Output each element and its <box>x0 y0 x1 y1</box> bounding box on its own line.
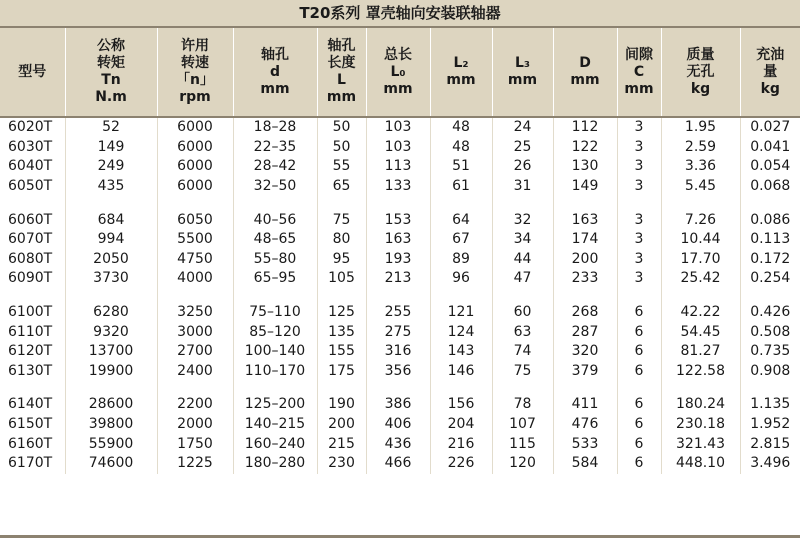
value-cell: 3 <box>617 117 661 138</box>
value-cell: 3 <box>617 157 661 177</box>
value-cell: 125 <box>317 303 366 323</box>
table-header <box>0 28 800 117</box>
value-cell: 2.815 <box>740 434 800 454</box>
value-cell: 80 <box>317 230 366 250</box>
table-title: T20系列 罩壳轴向安装联轴器 <box>0 0 800 28</box>
value-cell: 31 <box>492 177 553 197</box>
column-header: 间隙 C mm <box>617 28 661 117</box>
value-cell: 321.43 <box>661 434 740 454</box>
value-cell: 67 <box>430 230 492 250</box>
value-cell: 133 <box>366 177 430 197</box>
column-header: 质量 无孔 kg <box>661 28 740 117</box>
value-cell: 230.18 <box>661 415 740 435</box>
value-cell: 24 <box>492 117 553 138</box>
value-cell: 230 <box>317 454 366 474</box>
value-cell: 6000 <box>157 157 233 177</box>
value-cell: 0.908 <box>740 362 800 382</box>
value-cell: 75–110 <box>233 303 317 323</box>
value-cell: 63 <box>492 322 553 342</box>
value-cell: 149 <box>65 138 157 158</box>
value-cell: 316 <box>366 342 430 362</box>
column-header: D mm <box>553 28 617 117</box>
value-cell: 122 <box>553 138 617 158</box>
value-cell: 684 <box>65 210 157 230</box>
value-cell: 6000 <box>157 138 233 158</box>
table-row <box>0 177 800 197</box>
value-cell: 103 <box>366 138 430 158</box>
value-cell: 19900 <box>65 362 157 382</box>
value-cell: 180–280 <box>233 454 317 474</box>
value-cell: 584 <box>553 454 617 474</box>
value-cell: 89 <box>430 250 492 270</box>
value-cell: 533 <box>553 434 617 454</box>
value-cell: 4750 <box>157 250 233 270</box>
value-cell: 103 <box>366 117 430 138</box>
value-cell: 64 <box>430 210 492 230</box>
value-cell: 6 <box>617 362 661 382</box>
value-cell: 107 <box>492 415 553 435</box>
value-cell: 1225 <box>157 454 233 474</box>
value-cell: 155 <box>317 342 366 362</box>
value-cell: 435 <box>65 177 157 197</box>
value-cell: 124 <box>430 322 492 342</box>
value-cell: 2400 <box>157 362 233 382</box>
value-cell: 65 <box>317 177 366 197</box>
table-row <box>0 342 800 362</box>
value-cell: 51 <box>430 157 492 177</box>
value-cell: 52 <box>65 117 157 138</box>
value-cell: 200 <box>553 250 617 270</box>
value-cell: 65–95 <box>233 269 317 289</box>
value-cell: 25 <box>492 138 553 158</box>
table-row <box>0 434 800 454</box>
value-cell: 448.10 <box>661 454 740 474</box>
value-cell: 120 <box>492 454 553 474</box>
value-cell: 163 <box>366 230 430 250</box>
value-cell: 2700 <box>157 342 233 362</box>
value-cell: 75 <box>492 362 553 382</box>
table-row <box>0 303 800 323</box>
value-cell: 10.44 <box>661 230 740 250</box>
value-cell: 96 <box>430 269 492 289</box>
value-cell: 200 <box>317 415 366 435</box>
model-cell: 6160T <box>8 435 53 452</box>
value-cell: 174 <box>553 230 617 250</box>
value-cell: 6000 <box>157 117 233 138</box>
model-cell: 6170T <box>8 455 53 472</box>
value-cell: 60 <box>492 303 553 323</box>
model-cell: 6020T <box>8 119 53 136</box>
model-cell: 6040T <box>8 158 53 175</box>
value-cell: 95 <box>317 250 366 270</box>
value-cell: 0.735 <box>740 342 800 362</box>
value-cell: 47 <box>492 269 553 289</box>
column-header: 公称 转矩 Tn N.m <box>65 28 157 117</box>
value-cell: 3 <box>617 269 661 289</box>
value-cell: 476 <box>553 415 617 435</box>
value-cell: 6 <box>617 454 661 474</box>
value-cell: 2050 <box>65 250 157 270</box>
value-cell: 204 <box>430 415 492 435</box>
value-cell: 3 <box>617 250 661 270</box>
value-cell: 5.45 <box>661 177 740 197</box>
value-cell: 356 <box>366 362 430 382</box>
column-header: L₃ mm <box>492 28 553 117</box>
column-header: L₂ mm <box>430 28 492 117</box>
value-cell: 255 <box>366 303 430 323</box>
value-cell: 3250 <box>157 303 233 323</box>
value-cell: 75 <box>317 210 366 230</box>
value-cell: 6 <box>617 342 661 362</box>
value-cell: 55900 <box>65 434 157 454</box>
value-cell: 1750 <box>157 434 233 454</box>
value-cell: 226 <box>430 454 492 474</box>
value-cell: 85–120 <box>233 322 317 342</box>
table-row <box>0 250 800 270</box>
value-cell: 386 <box>366 395 430 415</box>
value-cell: 6 <box>617 395 661 415</box>
value-cell: 249 <box>65 157 157 177</box>
value-cell: 143 <box>430 342 492 362</box>
value-cell: 121 <box>430 303 492 323</box>
group-spacer <box>0 196 800 210</box>
value-cell: 105 <box>317 269 366 289</box>
table-row <box>0 269 800 289</box>
value-cell: 0.113 <box>740 230 800 250</box>
value-cell: 78 <box>492 395 553 415</box>
value-cell: 466 <box>366 454 430 474</box>
value-cell: 34 <box>492 230 553 250</box>
model-cell: 6140T <box>8 396 53 413</box>
value-cell: 3 <box>617 138 661 158</box>
value-cell: 130 <box>553 157 617 177</box>
value-cell: 0.254 <box>740 269 800 289</box>
value-cell: 0.172 <box>740 250 800 270</box>
value-cell: 13700 <box>65 342 157 362</box>
value-cell: 3 <box>617 177 661 197</box>
column-header: 轴孔 长度 L mm <box>317 28 366 117</box>
value-cell: 215 <box>317 434 366 454</box>
value-cell: 50 <box>317 117 366 138</box>
value-cell: 74 <box>492 342 553 362</box>
value-cell: 436 <box>366 434 430 454</box>
table-row <box>0 362 800 382</box>
model-cell: 6150T <box>8 416 53 433</box>
value-cell: 6 <box>617 303 661 323</box>
model-cell: 6080T <box>8 250 53 267</box>
model-cell: 6100T <box>8 304 53 321</box>
value-cell: 32–50 <box>233 177 317 197</box>
value-cell: 113 <box>366 157 430 177</box>
value-cell: 0.508 <box>740 322 800 342</box>
value-cell: 26 <box>492 157 553 177</box>
value-cell: 6000 <box>157 177 233 197</box>
value-cell: 100–140 <box>233 342 317 362</box>
value-cell: 140–215 <box>233 415 317 435</box>
value-cell: 3.496 <box>740 454 800 474</box>
value-cell: 6050 <box>157 210 233 230</box>
value-cell: 213 <box>366 269 430 289</box>
value-cell: 17.70 <box>661 250 740 270</box>
model-cell: 6090T <box>8 270 53 287</box>
value-cell: 268 <box>553 303 617 323</box>
value-cell: 28–42 <box>233 157 317 177</box>
value-cell: 320 <box>553 342 617 362</box>
value-cell: 0.041 <box>740 138 800 158</box>
value-cell: 0.086 <box>740 210 800 230</box>
table-row <box>0 395 800 415</box>
header-row <box>0 28 800 117</box>
value-cell: 0.054 <box>740 157 800 177</box>
value-cell: 2000 <box>157 415 233 435</box>
value-cell: 18–28 <box>233 117 317 138</box>
value-cell: 112 <box>553 117 617 138</box>
value-cell: 32 <box>492 210 553 230</box>
value-cell: 6 <box>617 415 661 435</box>
value-cell: 6 <box>617 434 661 454</box>
group-spacer <box>0 381 800 395</box>
value-cell: 25.42 <box>661 269 740 289</box>
value-cell: 122.58 <box>661 362 740 382</box>
value-cell: 275 <box>366 322 430 342</box>
value-cell: 81.27 <box>661 342 740 362</box>
model-cell: 6120T <box>8 343 53 360</box>
value-cell: 110–170 <box>233 362 317 382</box>
value-cell: 74600 <box>65 454 157 474</box>
value-cell: 48–65 <box>233 230 317 250</box>
value-cell: 42.22 <box>661 303 740 323</box>
value-cell: 163 <box>553 210 617 230</box>
value-cell: 160–240 <box>233 434 317 454</box>
value-cell: 55–80 <box>233 250 317 270</box>
table-row <box>0 415 800 435</box>
value-cell: 411 <box>553 395 617 415</box>
value-cell: 5500 <box>157 230 233 250</box>
value-cell: 2200 <box>157 395 233 415</box>
value-cell: 153 <box>366 210 430 230</box>
value-cell: 1.952 <box>740 415 800 435</box>
value-cell: 0.027 <box>740 117 800 138</box>
value-cell: 2.59 <box>661 138 740 158</box>
value-cell: 180.24 <box>661 395 740 415</box>
value-cell: 0.068 <box>740 177 800 197</box>
value-cell: 39800 <box>65 415 157 435</box>
value-cell: 40–56 <box>233 210 317 230</box>
value-cell: 44 <box>492 250 553 270</box>
value-cell: 216 <box>430 434 492 454</box>
model-cell: 6110T <box>8 323 53 340</box>
value-cell: 7.26 <box>661 210 740 230</box>
table-row <box>0 138 800 158</box>
model-cell: 6070T <box>8 231 53 248</box>
value-cell: 994 <box>65 230 157 250</box>
model-cell: 6050T <box>8 178 53 195</box>
value-cell: 406 <box>366 415 430 435</box>
value-cell: 6280 <box>65 303 157 323</box>
value-cell: 9320 <box>65 322 157 342</box>
value-cell: 61 <box>430 177 492 197</box>
value-cell: 149 <box>553 177 617 197</box>
value-cell: 135 <box>317 322 366 342</box>
value-cell: 22–35 <box>233 138 317 158</box>
value-cell: 190 <box>317 395 366 415</box>
value-cell: 3 <box>617 210 661 230</box>
model-cell: 6130T <box>8 362 53 379</box>
value-cell: 146 <box>430 362 492 382</box>
table-row <box>0 454 800 474</box>
table-row <box>0 157 800 177</box>
column-header: 充油 量 kg <box>740 28 800 117</box>
value-cell: 125–200 <box>233 395 317 415</box>
value-cell: 3 <box>617 230 661 250</box>
value-cell: 50 <box>317 138 366 158</box>
value-cell: 0.426 <box>740 303 800 323</box>
value-cell: 233 <box>553 269 617 289</box>
value-cell: 6 <box>617 322 661 342</box>
value-cell: 1.135 <box>740 395 800 415</box>
value-cell: 28600 <box>65 395 157 415</box>
value-cell: 115 <box>492 434 553 454</box>
table-row <box>0 230 800 250</box>
value-cell: 1.95 <box>661 117 740 138</box>
value-cell: 156 <box>430 395 492 415</box>
model-cell: 6030T <box>8 138 53 155</box>
value-cell: 3730 <box>65 269 157 289</box>
spec-table <box>0 28 800 474</box>
value-cell: 55 <box>317 157 366 177</box>
column-header: 总长 L₀ mm <box>366 28 430 117</box>
column-header: 许用 转速 「n」 rpm <box>157 28 233 117</box>
value-cell: 287 <box>553 322 617 342</box>
model-cell: 6060T <box>8 211 53 228</box>
value-cell: 3000 <box>157 322 233 342</box>
table-body <box>0 117 800 474</box>
value-cell: 193 <box>366 250 430 270</box>
table-row <box>0 210 800 230</box>
value-cell: 48 <box>430 117 492 138</box>
value-cell: 3.36 <box>661 157 740 177</box>
group-spacer <box>0 289 800 303</box>
value-cell: 48 <box>430 138 492 158</box>
table-row <box>0 322 800 342</box>
column-header: 型号 <box>0 28 65 117</box>
value-cell: 4000 <box>157 269 233 289</box>
value-cell: 54.45 <box>661 322 740 342</box>
value-cell: 379 <box>553 362 617 382</box>
column-header: 轴孔 d mm <box>233 28 317 117</box>
value-cell: 175 <box>317 362 366 382</box>
table-row <box>0 117 800 138</box>
